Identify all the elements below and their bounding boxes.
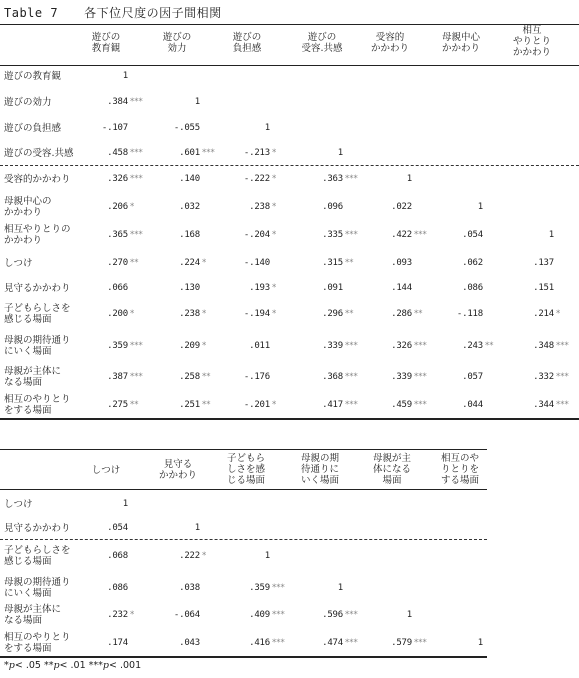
correlation-value: .174	[107, 638, 128, 648]
table-cell	[162, 308, 242, 320]
column-header: 相互のや りとりを する場面	[440, 453, 479, 486]
significance-marker: ***	[556, 400, 569, 410]
significance-marker: ***	[345, 638, 358, 648]
correlation-value: .286	[391, 309, 412, 319]
correlation-value: .193	[249, 283, 270, 293]
table-cell	[374, 609, 454, 621]
significance-marker: **	[202, 372, 211, 382]
significance-marker: ***	[414, 230, 427, 240]
row-label: 相互のやりとり をする場面	[4, 394, 71, 416]
table-cell	[162, 582, 242, 594]
correlation-value: .339	[391, 372, 412, 382]
correlation-value: .251	[179, 400, 200, 410]
column-header: 母親の期 待通りに いく場面	[300, 453, 339, 486]
correlation-value: -.118	[456, 309, 483, 319]
table-cell	[90, 308, 170, 320]
correlation-value: .206	[107, 202, 128, 212]
table-cell	[516, 282, 579, 294]
table-cell	[162, 637, 242, 649]
correlation-value: -.204	[243, 230, 270, 240]
table-cell	[305, 282, 385, 294]
table-cell	[232, 308, 312, 320]
significance-marker: *	[130, 309, 135, 319]
correlation-value: .091	[322, 283, 343, 293]
table-cell	[90, 70, 170, 82]
table-cell	[374, 637, 454, 649]
correlation-value: .043	[179, 638, 200, 648]
correlation-value: .348	[533, 341, 554, 351]
table-cell	[374, 257, 454, 269]
table-cell	[232, 173, 312, 185]
table-cell	[162, 229, 242, 241]
correlation-value: .038	[179, 583, 200, 593]
significance-marker: *	[130, 202, 135, 212]
significance-marker: *	[272, 400, 277, 410]
correlation-value: 1	[194, 523, 200, 533]
correlation-value: -.107	[101, 123, 128, 133]
column-header: 母親が主 体になる 場面	[372, 453, 411, 486]
table-number: Table 7	[4, 6, 59, 20]
correlation-value: 1	[477, 202, 483, 212]
correlation-value: .168	[179, 230, 200, 240]
table-cell	[90, 201, 170, 213]
t2-group-divider	[0, 539, 487, 540]
table-cell	[445, 637, 525, 649]
correlation-value: .200	[107, 309, 128, 319]
significance-marker: ***	[130, 174, 143, 184]
table-cell	[374, 173, 454, 185]
correlation-value: .224	[179, 258, 200, 268]
column-header: 受容的 かかわり	[370, 32, 409, 54]
correlation-value: .326	[107, 174, 128, 184]
significance-marker: ***	[345, 610, 358, 620]
correlation-value: .022	[391, 202, 412, 212]
significance-marker: ***	[345, 400, 358, 410]
correlation-value: .258	[179, 372, 200, 382]
significance-marker: *	[272, 148, 277, 158]
correlation-value: .416	[249, 638, 270, 648]
correlation-value: .243	[462, 341, 483, 351]
table-cell	[232, 399, 312, 411]
column-header: 見守る かかわり	[158, 459, 197, 481]
correlation-value: .209	[179, 341, 200, 351]
significance-marker: ***	[272, 638, 285, 648]
correlation-value: .417	[322, 400, 343, 410]
correlation-value: .335	[322, 230, 343, 240]
table-cell	[232, 637, 312, 649]
table-cell	[162, 371, 242, 383]
correlation-value: .057	[462, 372, 483, 382]
correlation-value: .296	[322, 309, 343, 319]
table-cell	[305, 340, 385, 352]
table-cell	[90, 340, 170, 352]
table-title	[4, 4, 222, 21]
correlation-value: -.140	[243, 258, 270, 268]
table-cell	[232, 229, 312, 241]
table-cell	[232, 147, 312, 159]
correlation-value: .032	[179, 202, 200, 212]
significance-marker: **	[345, 258, 354, 268]
t2-header-rule	[0, 489, 487, 490]
table-cell	[516, 399, 579, 411]
row-label: 子どもらしさを 感じる場面	[4, 303, 71, 325]
row-label: 遊びの教育観	[4, 70, 62, 82]
correlation-value: .344	[533, 400, 554, 410]
table-cell	[305, 147, 385, 159]
table-cell	[90, 96, 170, 108]
correlation-value: .151	[533, 283, 554, 293]
correlation-value: .054	[462, 230, 483, 240]
correlation-value: .270	[107, 258, 128, 268]
table-cell	[162, 399, 242, 411]
table-cell	[90, 522, 170, 534]
t2-top-rule	[0, 449, 487, 450]
table-cell	[90, 550, 170, 562]
correlation-value: .359	[249, 583, 270, 593]
correlation-value: .363	[322, 174, 343, 184]
table-cell	[90, 147, 170, 159]
significance-marker: ***	[414, 341, 427, 351]
table-cell	[374, 371, 454, 383]
correlation-value: .054	[107, 523, 128, 533]
correlation-value: -.055	[173, 123, 200, 133]
row-label: 遊びの受容.共感	[4, 147, 74, 159]
table-cell	[445, 308, 525, 320]
significance-marker: ***	[130, 372, 143, 382]
table-cell	[90, 173, 170, 185]
significance-marker: ***	[130, 341, 143, 351]
table-cell	[232, 282, 312, 294]
correlation-value: .409	[249, 610, 270, 620]
table-cell	[162, 522, 242, 534]
significance-marker: *	[202, 551, 207, 561]
table-cell	[162, 340, 242, 352]
table-cell	[305, 229, 385, 241]
significance-note: *p< .05 **p< .01 ***p< .001	[4, 660, 142, 671]
t1-bottom-rule	[0, 418, 579, 420]
column-header: 母親中心 かかわり	[441, 32, 480, 54]
significance-marker: ***	[272, 610, 285, 620]
significance-marker: *	[272, 202, 277, 212]
correlation-value: 1	[337, 148, 343, 158]
table-cell	[445, 371, 525, 383]
correlation-value: .093	[391, 258, 412, 268]
correlation-value: .238	[249, 202, 270, 212]
column-header: 遊びの 負担感	[232, 32, 262, 54]
table-cell	[374, 201, 454, 213]
table-cell	[305, 257, 385, 269]
correlation-value: .137	[533, 258, 554, 268]
significance-marker: **	[130, 400, 139, 410]
table-cell	[90, 399, 170, 411]
correlation-value: 1	[337, 583, 343, 593]
correlation-value: 1	[264, 123, 270, 133]
table-cell	[90, 122, 170, 134]
correlation-value: .332	[533, 372, 554, 382]
correlation-value: .232	[107, 610, 128, 620]
row-label: しつけ	[4, 257, 33, 269]
correlation-value: .474	[322, 638, 343, 648]
significance-marker: ***	[345, 230, 358, 240]
table-cell	[162, 282, 242, 294]
row-label: 母親が主体に なる場面	[4, 366, 62, 388]
table-cell	[516, 257, 579, 269]
significance-marker: ***	[556, 341, 569, 351]
correlation-value: -.222	[243, 174, 270, 184]
significance-marker: *	[202, 258, 207, 268]
correlation-value: 1	[122, 499, 128, 509]
correlation-value: .596	[322, 610, 343, 620]
correlation-value: .458	[107, 148, 128, 158]
table-cell	[90, 609, 170, 621]
correlation-value: .144	[391, 283, 412, 293]
correlation-value: 1	[264, 551, 270, 561]
significance-marker: **	[130, 258, 139, 268]
table-cell	[90, 371, 170, 383]
column-header: 遊びの 教育観	[91, 32, 121, 54]
t1-header-rule	[0, 65, 579, 66]
correlation-value: 1	[548, 230, 554, 240]
correlation-value: .238	[179, 309, 200, 319]
table-cell	[90, 498, 170, 510]
table-cell	[374, 282, 454, 294]
significance-marker: *	[202, 341, 207, 351]
significance-marker: ***	[345, 341, 358, 351]
correlation-value: .275	[107, 400, 128, 410]
table-caption: 各下位尺度の因子間相関	[84, 6, 222, 20]
correlation-value: 1	[194, 97, 200, 107]
column-header: 遊びの 受容.共感	[301, 32, 343, 54]
table-cell	[162, 122, 242, 134]
significance-marker: ***	[345, 174, 358, 184]
column-header: 遊びの 効力	[162, 32, 192, 54]
table-cell	[162, 550, 242, 562]
correlation-value: .384	[107, 97, 128, 107]
row-label: 子どもらしさを 感じる場面	[4, 545, 71, 567]
table-cell	[374, 308, 454, 320]
correlation-value: .387	[107, 372, 128, 382]
significance-marker: ***	[414, 372, 427, 382]
correlation-value: 1	[122, 71, 128, 81]
table-cell	[162, 609, 242, 621]
table-cell	[162, 173, 242, 185]
correlation-value: .086	[107, 583, 128, 593]
table-cell	[90, 582, 170, 594]
row-label: 受容的かかわり	[4, 173, 71, 185]
table-cell	[90, 257, 170, 269]
correlation-value: .601	[179, 148, 200, 158]
table-cell	[374, 340, 454, 352]
table-cell	[516, 340, 579, 352]
table-cell	[445, 399, 525, 411]
row-label: 遊びの効力	[4, 96, 52, 108]
table-cell	[305, 173, 385, 185]
significance-marker: *	[272, 174, 277, 184]
significance-marker: **	[345, 309, 354, 319]
table-cell	[232, 122, 312, 134]
significance-marker: ***	[130, 230, 143, 240]
column-header: 子どもら しさを感 じる場面	[226, 453, 265, 486]
table-cell	[516, 371, 579, 383]
significance-marker: ***	[272, 583, 285, 593]
table-cell	[232, 257, 312, 269]
significance-marker: *	[202, 309, 207, 319]
table-cell	[374, 399, 454, 411]
significance-marker: **	[202, 400, 211, 410]
correlation-value: .066	[107, 283, 128, 293]
row-label: 母親の期待通り にいく場面	[4, 577, 71, 599]
table-cell	[305, 582, 385, 594]
correlation-value: -.176	[243, 372, 270, 382]
correlation-value: .359	[107, 341, 128, 351]
column-header: しつけ	[91, 465, 121, 476]
row-label: 相互やりとりの かかわり	[4, 224, 71, 246]
correlation-value: .011	[249, 341, 270, 351]
table-cell	[305, 609, 385, 621]
significance-marker: **	[485, 341, 494, 351]
table-cell	[305, 201, 385, 213]
table-cell	[445, 229, 525, 241]
table-cell	[445, 282, 525, 294]
table-cell	[305, 371, 385, 383]
table-cell	[162, 257, 242, 269]
row-label: 相互のやりとり をする場面	[4, 632, 71, 654]
correlation-value: .368	[322, 372, 343, 382]
table-cell	[232, 550, 312, 562]
correlation-value: .422	[391, 230, 412, 240]
table-cell	[445, 201, 525, 213]
significance-marker: ***	[130, 97, 143, 107]
correlation-value: .579	[391, 638, 412, 648]
correlation-value: .096	[322, 202, 343, 212]
correlation-value: .326	[391, 341, 412, 351]
significance-marker: *	[272, 230, 277, 240]
row-label: 母親中心の かかわり	[4, 196, 52, 218]
correlation-value: .068	[107, 551, 128, 561]
significance-marker: *	[556, 309, 561, 319]
table-cell	[305, 308, 385, 320]
column-header: 相互 やりとり かかわり	[512, 25, 551, 58]
correlation-value: .140	[179, 174, 200, 184]
correlation-value: 1	[406, 610, 412, 620]
table-cell	[90, 637, 170, 649]
correlation-value: .459	[391, 400, 412, 410]
table-cell	[445, 340, 525, 352]
table-cell	[90, 229, 170, 241]
correlation-value: .339	[322, 341, 343, 351]
significance-marker: **	[414, 309, 423, 319]
table-cell	[305, 637, 385, 649]
significance-marker: ***	[130, 148, 143, 158]
correlation-value: .214	[533, 309, 554, 319]
row-label: 母親の期待通り にいく場面	[4, 335, 71, 357]
row-label: 見守るかかわり	[4, 522, 71, 534]
significance-marker: ***	[556, 372, 569, 382]
correlation-value: .315	[322, 258, 343, 268]
table-cell	[232, 609, 312, 621]
table-cell	[516, 229, 579, 241]
row-label: しつけ	[4, 498, 33, 510]
table-cell	[162, 147, 242, 159]
significance-marker: ***	[414, 400, 427, 410]
t2-bottom-rule	[0, 656, 487, 658]
table-cell	[232, 340, 312, 352]
t1-group-divider	[0, 165, 579, 166]
table-cell	[232, 201, 312, 213]
row-label: 母親が主体に なる場面	[4, 604, 62, 626]
table-cell	[162, 96, 242, 108]
table-cell	[305, 399, 385, 411]
table-cell	[232, 582, 312, 594]
table-cell	[445, 257, 525, 269]
row-label: 見守るかかわり	[4, 282, 71, 294]
significance-marker: *	[130, 610, 135, 620]
row-label: 遊びの負担感	[4, 122, 62, 134]
correlation-value: -.201	[243, 400, 270, 410]
table-cell	[232, 371, 312, 383]
correlation-value: 1	[406, 174, 412, 184]
correlation-value: .222	[179, 551, 200, 561]
table-cell	[162, 201, 242, 213]
significance-marker: *	[272, 283, 277, 293]
correlation-value: -.064	[173, 610, 200, 620]
correlation-value: .365	[107, 230, 128, 240]
table-cell	[90, 282, 170, 294]
significance-marker: *	[272, 309, 277, 319]
correlation-value: .044	[462, 400, 483, 410]
correlation-value: .130	[179, 283, 200, 293]
significance-marker: ***	[414, 638, 427, 648]
correlation-value: .062	[462, 258, 483, 268]
significance-marker: ***	[345, 372, 358, 382]
table-cell	[374, 229, 454, 241]
significance-marker: ***	[202, 148, 215, 158]
correlation-value: 1	[477, 638, 483, 648]
table-cell	[516, 308, 579, 320]
correlation-value: -.194	[243, 309, 270, 319]
correlation-value: -.213	[243, 148, 270, 158]
correlation-value: .086	[462, 283, 483, 293]
